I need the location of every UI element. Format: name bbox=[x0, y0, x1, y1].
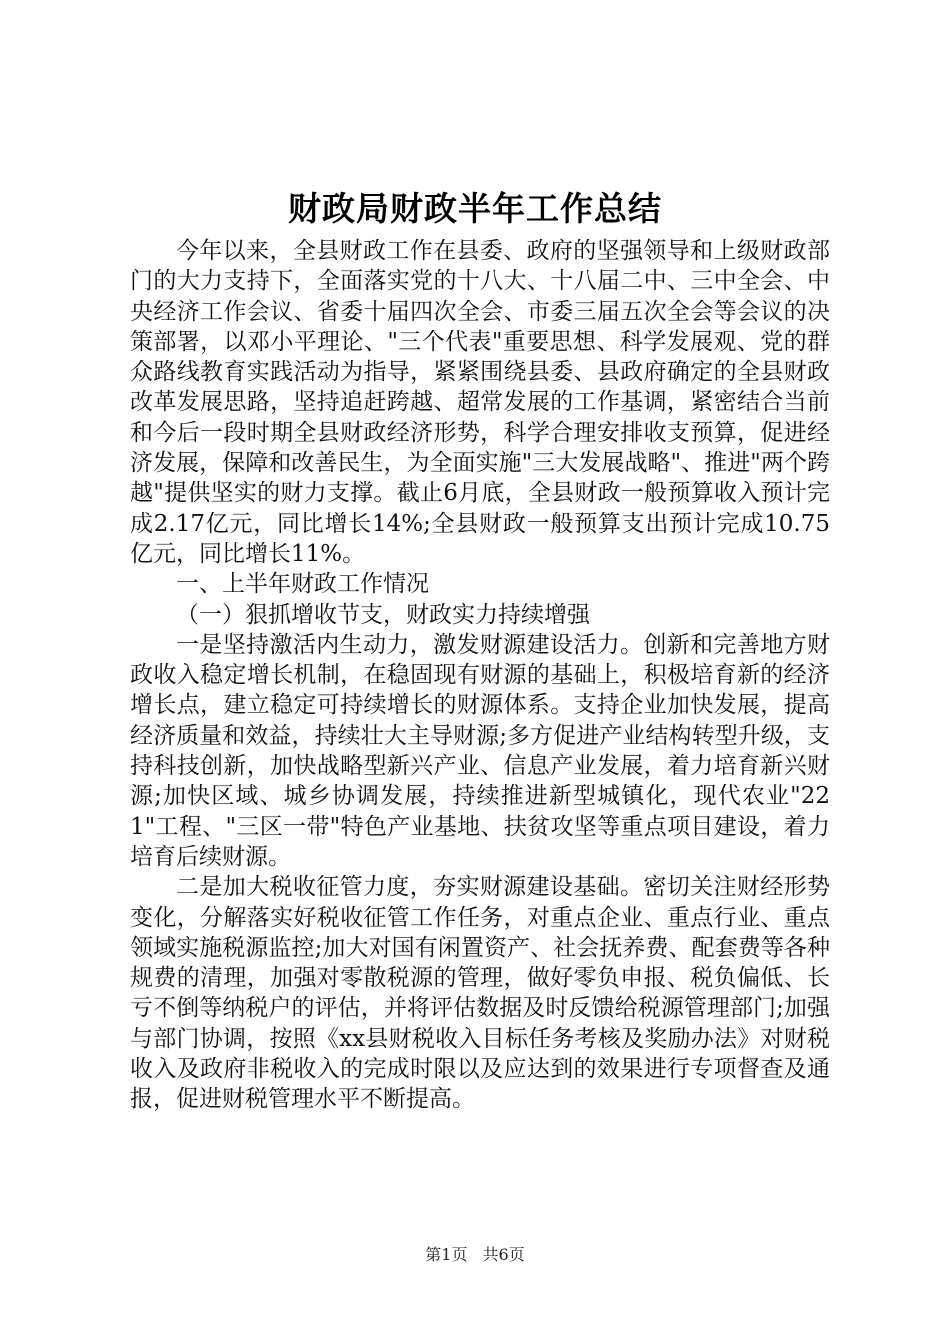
page-number-total: 共6页 bbox=[482, 1245, 525, 1264]
document-body bbox=[130, 236, 830, 1115]
paragraph-intro: 今年以来，全县财政工作在县委、政府的坚强领导和上级财政部门的大力支持下，全面落实党的十八大、十八届二中、三中全会、中央经济工作会议、省委十届四次全会、市委三届五次全会等会议的决策部署，以邓小平理论、"三个代表"重要思想、科学发展观、党的群众路线教育实践活动为指导，紧紧围绕县委、县政府确定的全县财政改革发展思路，坚持追赶跨越、超常发展的工作基调，紧密结合当前和今后一段时期全县财政经济形势，科学合理安排收支预算，促进经济发展，保障和改善民生，为全面实施"三大发展战略"、推进"两个跨越"提供坚实的财力支撑。截止6月底，全县财政一般预算收入预计完成2.17亿元，同比增长14%;全县财政一般预算支出预计完成10.75亿元，同比增长11%。 bbox=[130, 238, 830, 567]
document-title: 财政局财政半年工作总结 bbox=[288, 189, 662, 228]
heading-section-1: 一、上半年财政工作情况 bbox=[176, 571, 429, 598]
paragraph-item-1: 一是坚持激活内生动力，激发财源建设活力。创新和完善地方财政收入稳定增长机制，在稳固现有财源的基础上，积极培育新的经济增长点，建立稳定可持续增长的财源体系。支持企业加快发展，提高经济质量和效益，持续壮大主导财源;多方促进产业结构转型升级，支持科技创新，加快战略型新兴产业、信息产业发展，着力培育新兴财源;加快区域、城乡协调发展，持续推进新型城镇化，现代农业"221"工程、"三区一带"特色产业基地、扶贫攻坚等重点项目建设，着力培育后续财源。 bbox=[130, 631, 830, 870]
paragraph-item-2: 二是加大税收征管力度，夯实财源建设基础。密切关注财经形势变化，分解落实好税收征管工作任务，对重点企业、重点行业、重点领域实施税源监控;加大对国有闲置资产、社会抚养费、配套费等各种规费的清理，加强对零散税源的管理，做好零负申报、税负偏低、长亏不倒等纳税户的评估，并将评估数据及时反馈给税源管理部门;加强与部门协调，按照《xx县财税收入目标任务考核及奖励办法》对财税收入及政府非税收入的完成时限以及应达到的效果进行专项督查及通报，促进财税管理水平不断提高。 bbox=[130, 874, 830, 1113]
page-footer bbox=[0, 1244, 950, 1266]
heading-subsection-1: （一）狠抓增收节支，财政实力持续增强 bbox=[176, 601, 590, 628]
page-number-current: 第1页 bbox=[425, 1245, 468, 1264]
